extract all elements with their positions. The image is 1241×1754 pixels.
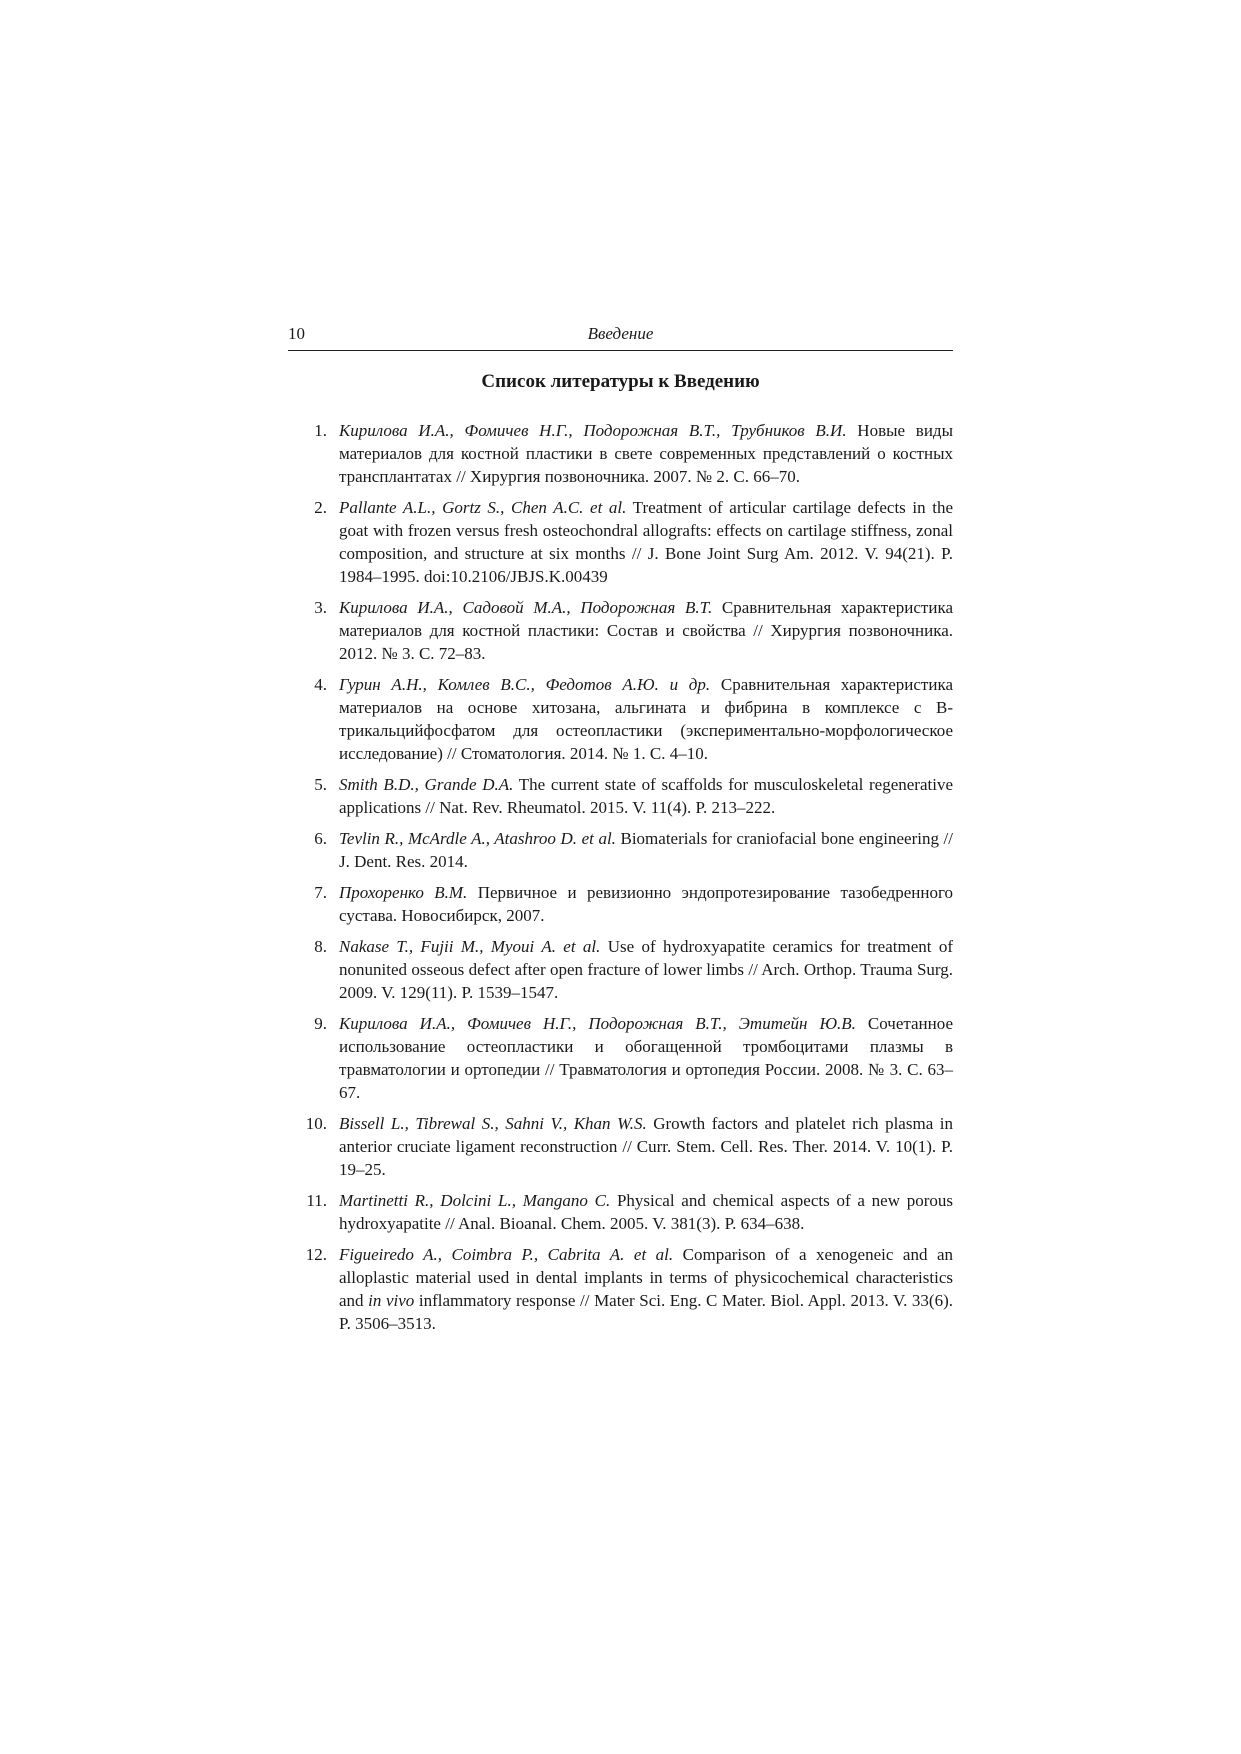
reference-number: 1. [314, 421, 327, 440]
reference-text: Use of hydroxyapatite ceramics for treatment of nonunited osseous defect after open fracture of lower limbs // Arch. Orthop. Trauma Surg. 2009. V. 129(11). P. 1539–1547. [339, 937, 953, 1002]
reference-number: 9. [314, 1014, 327, 1033]
reference-authors: Martinetti R., Dolcini L., Mangano C. [339, 1191, 611, 1210]
reference-item [288, 1189, 953, 1235]
reference-number: 7. [314, 883, 327, 902]
reference-number: 12. [305, 1245, 327, 1264]
reference-number: 8. [314, 937, 327, 956]
reference-authors: Кирилова И.А., Фомичев Н.Г., Подорожная В.Т., Этитейн Ю.В. [339, 1014, 856, 1033]
reference-text: Comparison of a xenogeneic and an alloplastic material used in dental implants in terms of physicochemical characteristics and [339, 1245, 954, 1310]
reference-authors: Pallante A.L., Gortz S., Chen A.C. et al. [339, 498, 627, 517]
reference-item [288, 1112, 953, 1181]
reference-authors: Tevlin R., McArdle A., Atashroo D. et al. [339, 829, 616, 848]
reference-authors: Figueiredo A., Coimbra P., Cabrita A. et al. [339, 1245, 674, 1264]
reference-authors: Кирилова И.А., Садовой М.А., Подорожная В.Т. [339, 598, 713, 617]
reference-authors: Smith B.D., Grande D.A. [339, 775, 514, 794]
reference-item [288, 673, 953, 765]
reference-text: Сравнительная характеристика материалов на основе хитозана, альгината и фибрина в комплексе с В-трикальцийфосфатом для остеопластики (экспериментально-морфологическое исследование) // Стоматология. 2014. № 1. С. 4–10. [339, 675, 953, 763]
reference-item [288, 827, 953, 873]
reference-number: 6. [314, 829, 327, 848]
reference-item [288, 773, 953, 819]
reference-item [288, 419, 953, 488]
running-title: Введение [587, 324, 654, 343]
reference-text: Новые виды материалов для костной пластики в свете современных представлений о костных трансплантатах // Хирургия позвоночника. 2007. № 2. С. 66–70. [339, 421, 953, 486]
reference-item [288, 1243, 953, 1335]
reference-text: Physical and chemical aspects of a new porous hydroxyapatite // Anal. Bioanal. Chem. 2005. V. 381(3). P. 634–638. [339, 1191, 953, 1233]
reference-number: 10. [305, 1114, 327, 1133]
reference-number: 4. [314, 675, 327, 694]
page-number: 10 [288, 324, 305, 343]
reference-item [288, 935, 953, 1004]
reference-item [288, 596, 953, 665]
reference-list [288, 419, 953, 1335]
reference-text: Сравнительная характеристика материалов для костной пластики: Состав и свойства // Хирургия позвоночника. 2012. № 3. С. 72–83. [339, 598, 953, 663]
reference-authors: Прохоренко В.М. [339, 883, 468, 902]
reference-text: Сочетанное использование остеопластики и обогащенной тромбоцитами плазмы в травматологии и ортопедии // Травматология и ортопедия России. 2008. № 3. С. 63–67. [339, 1014, 953, 1102]
reference-authors: Гурин А.Н., Комлев В.С., Федотов А.Ю. и др. [339, 675, 711, 694]
reference-text: Первичное и ревизионно эндопротезирование тазобедренного сустава. Новосибирск, 2007. [339, 883, 954, 925]
reference-authors: Nakase T., Fujii M., Myoui A. et al. [339, 937, 601, 956]
section-title: Список литературы к Введению [481, 371, 760, 392]
reference-authors: Кирилова И.А., Фомичев Н.Г., Подорожная В.Т., Трубников В.И. [339, 421, 847, 440]
reference-text: Biomaterials for craniofacial bone engineering // J. Dent. Res. 2014. [339, 829, 953, 871]
book-page [288, 318, 953, 1343]
reference-text-italic: in vivo [368, 1291, 415, 1310]
reference-number: 3. [314, 598, 327, 617]
reference-item [288, 1012, 953, 1104]
running-head [288, 318, 953, 351]
reference-number: 5. [314, 775, 327, 794]
reference-text: inflammatory response // Mater Sci. Eng. C Mater. Biol. Appl. 2013. V. 33(6). P. 3506–3513. [339, 1291, 953, 1333]
reference-text: Growth factors and platelet rich plasma in anterior cruciate ligament reconstruction // Curr. Stem. Cell. Res. Ther. 2014. V. 10(1). P. 19–25. [339, 1114, 953, 1179]
reference-text: Treatment of articular cartilage defects in the goat with frozen versus fresh osteochondral allografts: effects on cartilage stiffness, zonal composition, and structure at six months // J. Bone Joint Surg Am. 2012. V. 94(21). P. 1984–1995. doi:10.2106/JBJS.K.00439 [339, 498, 953, 586]
reference-number: 2. [314, 498, 327, 517]
reference-item [288, 881, 953, 927]
reference-item [288, 496, 953, 588]
reference-number: 11. [306, 1191, 327, 1210]
reference-authors: Bissell L., Tibrewal S., Sahni V., Khan W.S. [339, 1114, 647, 1133]
reference-text: The current state of scaffolds for musculoskeletal regenerative applications // Nat. Rev. Rheumatol. 2015. V. 11(4). P. 213–222. [339, 775, 953, 817]
